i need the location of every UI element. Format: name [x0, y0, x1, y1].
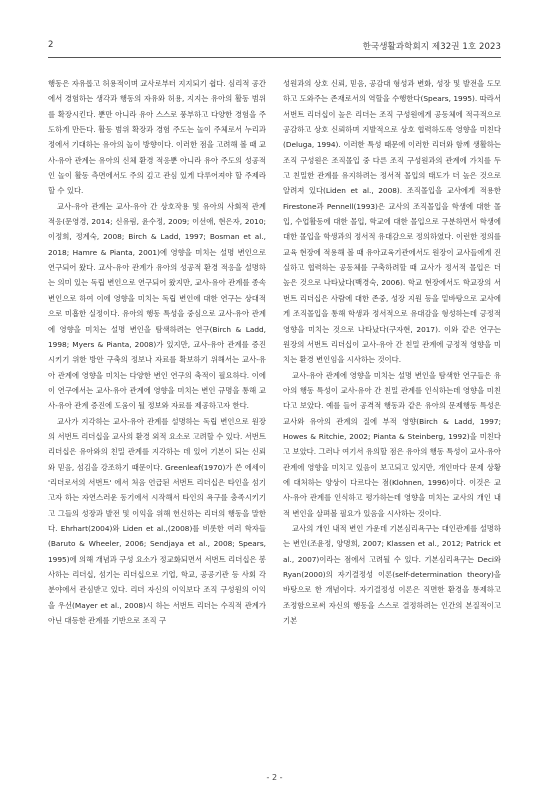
paragraph: 교사-유아 관계는 교사-유아 간 상호작용 및 유아의 사회적 관계 적응(문영경, 2014; 신유림, 윤수정, 2009; 이선애, 현은자, 2010; 이정희, 정계숙, 2008; Birch & Ladd, 1997; Bosman et al., 2018; Hamre & Pianta, 2001)에 영향을 미치는 설명 변인으로 연구되어 왔다. 교사-유아 관계가 유아의 성공적 환경 적응을 설명하는 의미 있는 독립 변인으로 연구되어 왔지만, 교사-유아 관계를 종속 변인으로 하여 이에 영향을 미치는 독립 변인에 대한 연구는 상대적으로 미흡한 실정이다. 유아의 행동 특성을 중심으로 교사-유아 관계에 영향을 미치는 설명 변인을 탐색하려는 연구(Birch & Ladd, 1998; Myers & Pianta, 2008)가 있지만, 교사-유아 관계를 증진시키기 위한 방안 구축의 정보나 자료를 확보하기 위해서는 교사-유아 관계에 영향을 미치는 다양한 변인 연구의 축적이 필요하다. 이에 이 연구에서는 교사-유아 관계에 영향을 미치는 변인 규명을 통해 교사-유아 관계 증진에 도움이 될 정보와 자료를 제공하고자 한다. [48, 201, 266, 411]
journal-title: 한국생활과학회지 제32권 1호 2023 [362, 42, 501, 52]
paragraph: 행동은 자유롭고 허용적이며 교사로부터 지지되기 쉽다. 심리적 공간에서 경험하는 생각과 행동의 자유와 허용, 지지는 유아의 활동 범위를 확장시킨다. 뿐만 아니라 유아 스스로 풍부하고 다양한 경험을 주도하게 만든다. 활동 범위 확장과 경험 주도는 놀이 주체로서 누리과정에서 기대하는 유아의 놀이 방향이다. 이러한 점을 고려해 볼 때 교사-유아 관계는 유아의 신체 환경 적응뿐 아니라 유아 주도의 성공적인 놀이 활동 측면에서도 주의 깊고 관심 있게 다루어져야 할 주제라 할 수 있다. [48, 79, 266, 196]
paragraph: 교사의 개인 내적 변인 가운데 기본심리욕구는 대인관계를 설명하는 변인(조윤정, 양명희, 2007; Klassen et al., 2012; Patrick et al., 2007)이라는 점에서 고려될 수 있다. 기본심리욕구는 Deci와 Ryan(2000)의 자기결정성 이론(self-determination theory)을 바탕으로 한 개념이다. 자기결정성 이론은 직면한 환경을 통제하고 조정함으로써 자신의 행동을 스스로 결정하려는 인간의 본질적이고 기본 [283, 523, 501, 626]
header-rule [48, 57, 501, 58]
page-footer-number: - 2 - [266, 773, 283, 782]
paragraph: 교사가 지각하는 교사-유아 관계를 설명하는 독립 변인으로 원장의 서번트 리더십을 교사의 환경 외적 요소로 고려할 수 있다. 서번트 리더십은 유아와의 친밀 관계를 지각하는 데 있어 기본이 되는 신뢰와 믿음, 섬김을 강조하기 때문이다. Greenleaf(1970)가 쓴 에세이 '리더로서의 서번트' 에서 처음 언급된 서번트 리더십은 타인을 섬기고자 하는 자연스러운 동기에서 시작해서 타인의 욕구를 충족시키기고 그들의 성장과 발전 및 이익을 위해 헌신하는 리더의 행동을 말한다. Ehrhart(2004)와 Liden et al.,(2008)를 비롯한 여러 학자들(Baruto & Wheeler, 2006; Sendjaya et al., 2008; Spears, 1995)에 의해 개념과 구성 요소가 정교화되면서 서번트 리더십은 봉사하는 리더십, 섬기는 리더십으로 기업, 학교, 공공기관 등 사회 각 분야에서 관심받고 있다. 리더 자신의 이익보다 조직 구성원의 이익을 우선(Mayer et al., 2008)시 하는 서번트 리더는 수직적 관계가 아닌 대등한 관계를 기반으로 조직 구 [48, 416, 266, 626]
right-column [283, 76, 501, 766]
paragraph: 성원과의 상호 신뢰, 믿음, 공감대 형성과 변화, 성장 및 발전을 도모하고 도와주는 존재로서의 역할을 수행한다(Spears, 1995). 따라서 서번트 리더십이 높은 리더는 조직 구성원에게 공동체에 적극적으로 공감하고 상호 신뢰하며 지발적으로 상호 협력하도록 영향을 미친다(Deluga, 1994). 이러한 특성 때문에 이러한 리더와 함께 생활하는 조직 구성원은 조직몰입 중 다른 조직 구성원과의 관계에 가치를 두고 친밀한 관계를 유지하려는 정서적 몰입의 태도가 더 높은 것으로 알려져 있다(Liden et al., 2008). 조직몰입을 교사에게 적용한 Firestone과 Pennell(1993)은 교사의 조직몰입을 학생에 대한 몰입, 수업활동에 대한 몰입, 학교에 대한 몰입으로 구분하면서 학생에 대한 몰입을 학생과의 정서적 유대감으로 정의하였다. 이런한 정의를 교육 현장에 적용해 볼 때 유아교육기관에서도 원장이 교사들에게 진실하고 협력하는 공동체를 구축하려할 때 교사가 정서적 몰입은 더 높은 것으로 나타났다(백경숙, 2006). 학교 현장에서도 학교장의 서번트 리더십은 사람에 대한 존중, 성장 지원 등을 밑바탕으로 교사에게 조직몰입을 통해 학생과 정서적으로 유대감을 형성하는데 긍정적 영향을 미치는 것으로 나타났다(구자현, 2017). 이와 같은 연구는 원장의 서번트 리더십이 교사-유아 간 친밀 관계에 긍정적 영향을 미치는 환경 변인임을 시사하는 것이다. [283, 79, 501, 365]
header-page-number: 2 [48, 40, 54, 50]
paragraph: 교사-유아 관계에 영향을 미치는 설명 변인을 탐색한 연구들은 유아의 행동 특성이 교사-유아 간 친밀 관계를 인식하는데 영향을 미친다고 보았다. 예를 들어 공격적 행동과 같은 유아의 문제행동 특성은 교사와 유아의 관계의 질에 부적 영향(Birch & Ladd, 1997; Howes & Ritchie, 2002; Pianta & Steinberg, 1992)을 미친다고 보았다. 그러나 여기서 유의할 점은 유아의 행동 특성이 교사-유아관계에 영향을 미치고 있음이 보고되고 있지만, 개인마다 문제 상황에 대처하는 양상이 다르다는 점(Klohnen, 1996)이다. 이것은 교사-유아 관계를 인식하고 평가하는데 영향을 미치는 교사의 개인 내적 변인을 살펴볼 필요가 있음을 시사하는 것이다. [283, 370, 501, 518]
left-column [48, 76, 266, 766]
running-header [48, 40, 501, 56]
